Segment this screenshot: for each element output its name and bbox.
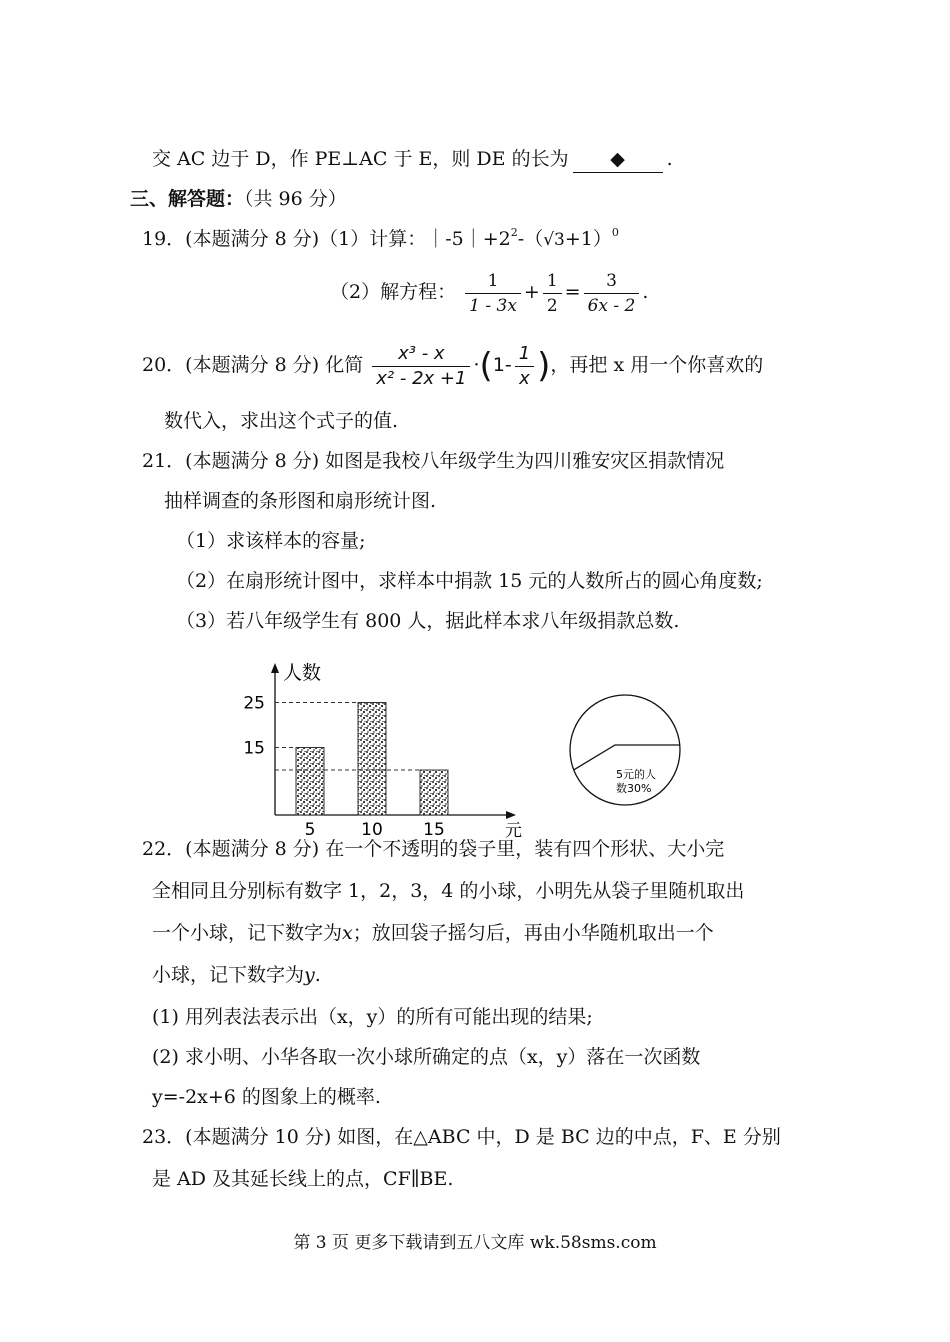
section-3-note: （共 96 分） xyxy=(244,188,347,210)
section-3-heading xyxy=(130,186,347,212)
q20-fraction-main xyxy=(372,343,470,390)
q22-line3-post: ；放回袋子摇匀后，再由小华随机取出一个 xyxy=(352,922,714,944)
var-y: y xyxy=(304,964,315,986)
exponent: 2 xyxy=(510,226,518,239)
one-minus: 1- xyxy=(492,354,512,376)
q22-line3-pre: 一个小球，记下数字为 xyxy=(152,922,343,944)
q22-line2: 全相同且分别标有数字 1，2，3，4 的小球，小明先从袋子里随机取出 xyxy=(152,880,745,902)
q20-fraction-den: x² - 2x +1 xyxy=(376,367,467,389)
fraction-2 xyxy=(543,270,562,317)
fraction-1-num: 1 xyxy=(465,270,521,294)
multiply-dot: · xyxy=(473,354,480,376)
q22-line4 xyxy=(152,962,321,988)
q21-charts xyxy=(0,655,950,845)
q20-fraction-num: x³ - x xyxy=(372,343,470,367)
q20-line2: 数代入，求出这个式子的值. xyxy=(164,410,399,432)
period: . xyxy=(314,964,321,986)
q19-end: +1） xyxy=(564,228,612,250)
x-tick-label: 5 xyxy=(304,820,316,840)
bar-10 xyxy=(358,703,386,816)
x-tick-label: 10 xyxy=(361,820,383,840)
x-tick-label: 15 xyxy=(423,820,445,840)
q18-continuation xyxy=(152,146,673,173)
var-x: x xyxy=(342,922,353,944)
q21-line1: 21．(本题满分 8 分) 如图是我校八年级学生为四川雅安灾区捐款情况 xyxy=(142,450,725,472)
diamond-icon: ◆ xyxy=(610,148,625,170)
q20-fraction-inner xyxy=(515,343,534,390)
q22-sub1: (1) 用列表法表示出（x，y）的所有可能出现的结果; xyxy=(152,1006,593,1028)
equals-sign: = xyxy=(564,281,581,303)
q22-line4-pre: 小球，记下数字为 xyxy=(152,964,305,986)
bar-15 xyxy=(420,770,448,815)
pie-label-line2: 数30% xyxy=(616,782,652,795)
q20-text: 20．(本题满分 8 分) 化简 xyxy=(142,354,364,376)
q19-part2-label: （2）解方程： xyxy=(330,281,457,303)
bar-5 xyxy=(296,748,324,816)
pie-chart xyxy=(570,695,680,805)
period: . xyxy=(642,281,649,303)
y-tick-label: 25 xyxy=(243,693,265,714)
q23-line1: 23．(本题满分 10 分) 如图，在△ABC 中，D 是 BC 边的中点，F、E 分别 xyxy=(142,1126,781,1148)
y-axis-arrow-icon xyxy=(271,663,279,673)
q20-inner-den: x xyxy=(519,367,530,389)
q21-sub2: （2）在扇形统计图中，求样本中捐款 15 元的人数所占的圆心角度数; xyxy=(176,570,763,592)
fraction-1-den: 1 - 3x xyxy=(469,295,517,316)
fraction-2-num: 1 xyxy=(543,270,562,294)
q21-line2: 抽样调查的条形图和扇形统计图. xyxy=(164,490,437,512)
q21-sub3: （3）若八年级学生有 800 人，据此样本求八年级捐款总数. xyxy=(176,610,680,632)
page-footer: 第 3 页 更多下载请到五八文库 wk.58sms.com xyxy=(293,1233,657,1253)
q23-line2: 是 AD 及其延长线上的点，CF∥BE. xyxy=(152,1168,454,1190)
y-tick-label: 15 xyxy=(243,738,265,759)
fraction-3 xyxy=(584,270,640,317)
q19-mid: -（ xyxy=(517,228,544,250)
pie-label-line1: 5元的人 xyxy=(616,768,656,781)
fraction-3-den: 6x - 2 xyxy=(587,295,636,316)
x-axis-label: 元 xyxy=(505,821,522,841)
bar-chart xyxy=(243,662,522,841)
right-paren: ) xyxy=(537,346,551,386)
q20-line1 xyxy=(142,336,763,395)
left-paren: ( xyxy=(479,346,493,386)
plus-sign: + xyxy=(523,281,540,303)
period: . xyxy=(666,148,673,170)
fraction-1 xyxy=(465,270,521,317)
y-axis-label: 人数 xyxy=(283,662,322,684)
bars-group xyxy=(243,694,448,841)
q22-line3 xyxy=(152,920,714,946)
section-3-title: 三、解答题： xyxy=(130,188,245,210)
q20-inner-num: 1 xyxy=(515,343,534,367)
q19-part2 xyxy=(330,266,648,318)
q22-sub2: (2) 求小明、小华各取一次小球所确定的点（x，y）落在一次函数 xyxy=(152,1046,701,1068)
q21-sub1: （1）求该样本的容量; xyxy=(176,530,366,552)
zero-exponent: 0 xyxy=(611,226,619,239)
x-axis-arrow-icon xyxy=(506,811,516,819)
q22-line1: 22．(本题满分 8 分) 在一个不透明的袋子里，装有四个形状、大小完 xyxy=(142,838,725,860)
q20-post: ，再把 x 用一个你喜欢的 xyxy=(550,354,764,376)
q22-sub3: y=-2x+6 的图象上的概率. xyxy=(152,1086,381,1108)
sqrt-three: √3 xyxy=(543,230,565,250)
q19-text: 19．(本题满分 8 分)（1）计算：｜-5｜+2 xyxy=(142,228,511,250)
answer-blank xyxy=(573,146,663,173)
fraction-3-num: 3 xyxy=(584,270,640,294)
fraction-2-den: 2 xyxy=(546,295,558,316)
q18-text: 交 AC 边于 D，作 PE⊥AC 于 E，则 DE 的长为 xyxy=(152,148,569,170)
q19-part1 xyxy=(142,226,619,255)
